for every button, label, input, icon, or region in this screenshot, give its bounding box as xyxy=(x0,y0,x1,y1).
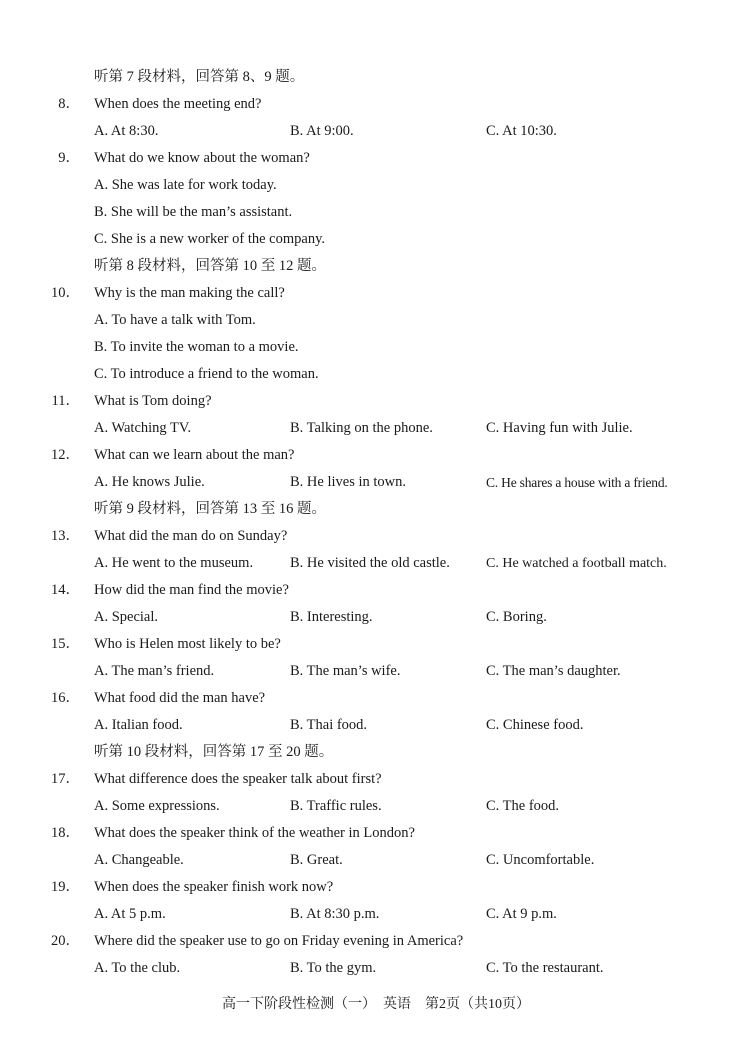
question-text: When does the speaker finish work now? xyxy=(94,879,334,895)
question-9 xyxy=(0,145,752,172)
option-a: A. At 5 p.m. xyxy=(94,906,166,922)
question-text: Where did the speaker use to go on Friday evening in America? xyxy=(94,933,464,949)
question-number: 14． xyxy=(51,582,80,598)
option-line xyxy=(0,307,752,334)
option-a: A. Watching TV. xyxy=(94,420,192,436)
section-instruction xyxy=(0,253,752,280)
question-number: 8． xyxy=(58,96,80,112)
options-row xyxy=(0,550,752,577)
section-instruction xyxy=(0,496,752,523)
option-c: C. To introduce a friend to the woman. xyxy=(94,366,319,382)
question-10 xyxy=(0,280,752,307)
question-text: What is Tom doing? xyxy=(94,393,212,409)
option-c: C. He watched a football match. xyxy=(486,556,667,571)
question-text: What does the speaker think of the weather in London? xyxy=(94,825,415,841)
option-b: B. Interesting. xyxy=(290,609,373,625)
options-row xyxy=(0,712,752,739)
option-b: B. Talking on the phone. xyxy=(290,420,433,436)
question-number: 12． xyxy=(51,447,80,463)
option-c: C. At 9 p.m. xyxy=(486,906,557,922)
instruction-text: 听第 9 段材料，回答第 13 至 16 题。 xyxy=(94,501,326,517)
question-number: 9． xyxy=(58,150,80,166)
options-row xyxy=(0,469,752,496)
option-b: B. At 9:00. xyxy=(290,123,354,139)
question-19 xyxy=(0,874,752,901)
option-a: A. Changeable. xyxy=(94,852,184,868)
instruction-text: 听第 10 段材料，回答第 17 至 20 题。 xyxy=(94,744,334,760)
option-a: A. Special. xyxy=(94,609,159,625)
option-a: A. Italian food. xyxy=(94,717,183,733)
option-c: C. Chinese food. xyxy=(486,717,584,733)
option-c: C. Having fun with Julie. xyxy=(486,420,633,436)
question-12 xyxy=(0,442,752,469)
section-instruction xyxy=(0,64,752,91)
question-text: Why is the man making the call? xyxy=(94,285,285,301)
option-b: B. Traffic rules. xyxy=(290,798,382,814)
question-8 xyxy=(0,91,752,118)
options-row xyxy=(0,118,752,145)
question-text: When does the meeting end? xyxy=(94,96,262,112)
option-a: A. He went to the museum. xyxy=(94,555,254,571)
page-footer: 高一下阶段性检测（一） 英语 第2页（共10页） xyxy=(222,997,530,1012)
question-11 xyxy=(0,388,752,415)
option-b: B. To invite the woman to a movie. xyxy=(94,339,299,355)
option-line xyxy=(0,199,752,226)
option-a: A. The man’s friend. xyxy=(94,663,215,679)
question-15 xyxy=(0,631,752,658)
question-number: 11． xyxy=(51,393,80,409)
option-c: C. The man’s daughter. xyxy=(486,663,621,679)
question-text: What can we learn about the man? xyxy=(94,447,295,463)
question-number: 19． xyxy=(51,879,80,895)
option-a: A. Some expressions. xyxy=(94,798,220,814)
options-row xyxy=(0,793,752,820)
option-a: A. He knows Julie. xyxy=(94,474,205,490)
option-b: B. To the gym. xyxy=(290,960,377,976)
option-c: C. Uncomfortable. xyxy=(486,852,595,868)
question-17 xyxy=(0,766,752,793)
option-a: A. To have a talk with Tom. xyxy=(94,312,256,328)
question-text: Who is Helen most likely to be? xyxy=(94,636,281,652)
question-text: What do we know about the woman? xyxy=(94,150,310,166)
option-line xyxy=(0,361,752,388)
option-a: A. At 8:30. xyxy=(94,123,159,139)
option-b: B. He lives in town. xyxy=(290,474,406,490)
question-number: 16． xyxy=(51,690,80,706)
question-text: How did the man find the movie? xyxy=(94,582,289,598)
question-number: 10． xyxy=(51,285,80,301)
question-20 xyxy=(0,928,752,955)
options-row xyxy=(0,415,752,442)
option-c: C. Boring. xyxy=(486,609,547,625)
question-text: What difference does the speaker talk about first? xyxy=(94,771,382,787)
question-14 xyxy=(0,577,752,604)
question-number: 15． xyxy=(51,636,80,652)
option-b: B. At 8:30 p.m. xyxy=(290,906,380,922)
question-16 xyxy=(0,685,752,712)
option-c: C. At 10:30. xyxy=(486,123,557,139)
section-instruction xyxy=(0,739,752,766)
question-number: 17． xyxy=(51,771,80,787)
option-b: B. He visited the old castle. xyxy=(290,555,450,571)
options-row xyxy=(0,847,752,874)
question-text: What food did the man have? xyxy=(94,690,266,706)
option-b: B. Thai food. xyxy=(290,717,368,733)
instruction-text: 听第 7 段材料，回答第 8、9 题。 xyxy=(94,69,305,85)
option-c: C. She is a new worker of the company. xyxy=(94,231,326,247)
question-13 xyxy=(0,523,752,550)
options-row xyxy=(0,658,752,685)
options-row xyxy=(0,604,752,631)
question-text: What did the man do on Sunday? xyxy=(94,528,288,544)
option-b: B. She will be the man’s assistant. xyxy=(94,204,293,220)
instruction-text: 听第 8 段材料，回答第 10 至 12 题。 xyxy=(94,258,326,274)
option-b: B. The man’s wife. xyxy=(290,663,401,679)
question-18 xyxy=(0,820,752,847)
question-number: 20． xyxy=(51,933,80,949)
options-row xyxy=(0,955,752,982)
options-row xyxy=(0,901,752,928)
option-line xyxy=(0,334,752,361)
option-c: C. The food. xyxy=(486,798,560,814)
option-a: A. To the club. xyxy=(94,960,181,976)
option-c: C. He shares a house with a friend. xyxy=(486,475,668,490)
option-line xyxy=(0,226,752,253)
option-a: A. She was late for work today. xyxy=(94,177,277,193)
option-c: C. To the restaurant. xyxy=(486,960,604,976)
question-number: 18． xyxy=(51,825,80,841)
question-number: 13． xyxy=(51,528,80,544)
option-line xyxy=(0,172,752,199)
option-b: B. Great. xyxy=(290,852,343,868)
